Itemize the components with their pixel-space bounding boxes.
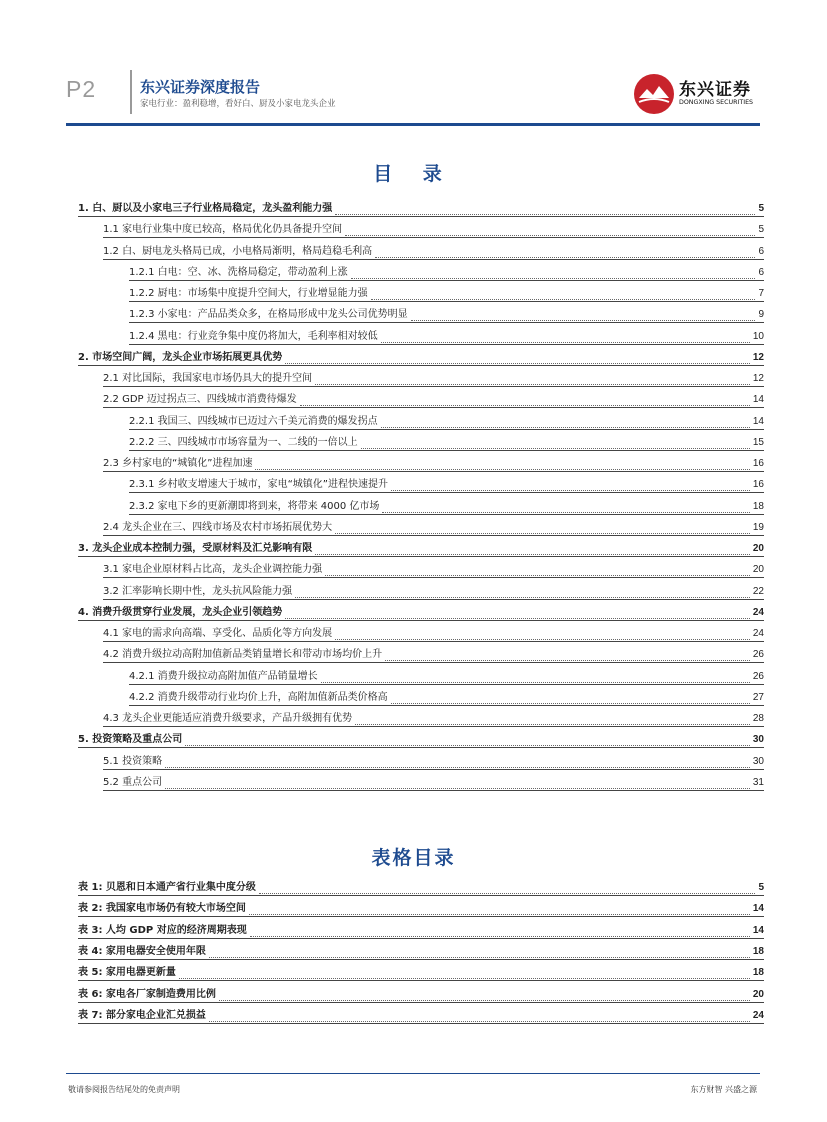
toc-entry[interactable] bbox=[0, 558, 827, 578]
entry-leader bbox=[381, 342, 750, 343]
entry-leader bbox=[391, 703, 750, 704]
entry-underline bbox=[78, 1023, 764, 1024]
entry-page: 24 bbox=[752, 1009, 764, 1021]
entry-leader bbox=[325, 575, 750, 576]
entry-leader bbox=[250, 936, 750, 937]
entry-text: 4.2 消费升级拉动高附加值新品类销量增长和带动市场均价上升 bbox=[103, 649, 383, 661]
entry-leader bbox=[249, 914, 750, 915]
toc-entry[interactable] bbox=[0, 282, 827, 302]
logo-mark-icon bbox=[633, 73, 675, 115]
entry-text: 1.2 白、厨电龙头格局已成，小电格局渐明，格局趋稳毛利高 bbox=[103, 245, 373, 257]
entry-leader bbox=[285, 618, 750, 619]
report-subtitle: 家电行业：盈利稳增，看好白、厨及小家电龙头企业 bbox=[140, 99, 336, 109]
entry-underline bbox=[129, 492, 764, 493]
entry-page: 16 bbox=[752, 479, 764, 491]
toc-entry[interactable] bbox=[0, 771, 827, 791]
entry-text: 表 7: 部分家电企业汇兑损益 bbox=[78, 1009, 206, 1021]
entry-page: 26 bbox=[752, 649, 764, 661]
entry-text: 2.4 龙头企业在三、四线市场及农村市场拓展优势大 bbox=[103, 521, 333, 533]
entry-page: 24 bbox=[752, 628, 764, 639]
entry-text: 4. 消费升级贯穿行业发展，龙头企业引领趋势 bbox=[78, 606, 283, 618]
toc-entry[interactable] bbox=[0, 601, 827, 621]
toc-entry[interactable] bbox=[0, 919, 827, 939]
entry-leader bbox=[219, 1000, 750, 1001]
toc-entry[interactable] bbox=[0, 452, 827, 472]
entry-text: 2.3.2 家电下乡的更新潮即将到来，将带来 4000 亿市场 bbox=[129, 500, 380, 512]
entry-underline bbox=[103, 577, 764, 578]
entry-leader bbox=[335, 639, 750, 640]
toc-entry[interactable] bbox=[0, 516, 827, 536]
toc-entry[interactable] bbox=[0, 388, 827, 408]
entry-leader bbox=[335, 214, 755, 215]
entry-text: 表 3: 人均 GDP 对应的经济周期表现 bbox=[78, 924, 247, 936]
toc-entry[interactable] bbox=[0, 707, 827, 727]
entry-text: 3.1 家电企业原材料占比高，龙头企业调控能力强 bbox=[103, 564, 323, 576]
header-divider bbox=[130, 70, 132, 114]
toc-entry[interactable] bbox=[0, 940, 827, 960]
entry-text: 1.2.2 厨电：市场集中度提升空间大，行业增显能力强 bbox=[129, 288, 368, 299]
entry-text: 4.1 家电的需求向高端、享受化、品质化等方向发展 bbox=[103, 628, 333, 639]
entry-text: 1.1 家电行业集中度已较高，格局优化仍具备提升空间 bbox=[103, 224, 343, 236]
entry-underline bbox=[103, 535, 764, 536]
entry-page: 6 bbox=[758, 245, 764, 257]
entry-page: 20 bbox=[752, 543, 764, 554]
entry-leader bbox=[381, 427, 750, 428]
entry-page: 20 bbox=[752, 988, 764, 1000]
toc-entry[interactable] bbox=[0, 537, 827, 557]
entry-leader bbox=[391, 490, 750, 491]
entry-underline bbox=[78, 365, 764, 366]
entry-leader bbox=[165, 788, 750, 789]
entry-underline bbox=[103, 386, 764, 387]
entry-page: 24 bbox=[752, 606, 764, 618]
entry-page: 5 bbox=[758, 203, 764, 214]
entry-underline bbox=[103, 599, 764, 600]
entry-page: 31 bbox=[752, 776, 764, 788]
entry-underline bbox=[103, 641, 764, 642]
toc-entry[interactable] bbox=[0, 495, 827, 515]
entry-underline bbox=[78, 1002, 764, 1003]
entry-underline bbox=[103, 662, 764, 663]
toc-entry[interactable] bbox=[0, 325, 827, 345]
entry-page: 20 bbox=[752, 564, 764, 576]
entry-text: 2.3.1 乡村收支增速大于城市，家电“城镇化”进程快速提升 bbox=[129, 479, 388, 491]
entry-leader bbox=[315, 554, 750, 555]
entry-text: 4.3 龙头企业更能适应消费升级要求，产品升级拥有优势 bbox=[103, 713, 353, 724]
logo-text-en: DONGXING SECURITIES bbox=[679, 99, 754, 106]
entry-text: 3.2 汇率影响长期中性，龙头抗风险能力强 bbox=[103, 585, 293, 597]
entry-page: 22 bbox=[752, 585, 764, 597]
entry-leader bbox=[179, 978, 750, 979]
entry-underline bbox=[103, 790, 764, 791]
entry-underline bbox=[78, 747, 764, 748]
entry-leader bbox=[285, 363, 750, 364]
entry-page: 26 bbox=[752, 670, 764, 682]
entry-page: 28 bbox=[752, 713, 764, 724]
toc-entry[interactable] bbox=[0, 728, 827, 748]
entry-text: 2.1 对比国际，我国家电市场仍具大的提升空间 bbox=[103, 373, 313, 384]
entry-page: 18 bbox=[752, 945, 764, 957]
toc-entry[interactable] bbox=[0, 961, 827, 981]
entry-leader bbox=[209, 1021, 750, 1022]
report-title: 东兴证券深度报告 bbox=[140, 78, 261, 96]
toc-entry[interactable] bbox=[0, 367, 827, 387]
entry-page: 18 bbox=[752, 500, 764, 512]
toc-entry[interactable] bbox=[0, 643, 827, 663]
entry-text: 表 2: 我国家电市场仍有较大市场空间 bbox=[78, 903, 246, 915]
entry-text: 1. 白、厨以及小家电三子行业格局稳定，龙头盈利能力强 bbox=[78, 203, 333, 214]
entry-leader bbox=[411, 320, 755, 321]
footer-slogan: 东方财智 兴盛之源 bbox=[690, 1085, 757, 1094]
toc-entry[interactable] bbox=[0, 876, 827, 896]
entry-underline bbox=[78, 556, 764, 557]
entry-underline bbox=[129, 344, 764, 345]
entry-page: 6 bbox=[758, 266, 764, 278]
entry-text: 2. 市场空间广阔，龙头企业市场拓展更具优势 bbox=[78, 351, 283, 363]
toc-entry[interactable] bbox=[0, 686, 827, 706]
toc-entry[interactable] bbox=[0, 983, 827, 1003]
entry-underline bbox=[129, 450, 764, 451]
entry-underline bbox=[78, 216, 764, 217]
entry-leader bbox=[345, 235, 755, 236]
entry-text: 2.3 乡村家电的“城镇化”进程加速 bbox=[103, 458, 253, 469]
entry-page: 14 bbox=[752, 394, 764, 406]
entry-text: 5. 投资策略及重点公司 bbox=[78, 734, 183, 746]
entry-leader bbox=[335, 533, 750, 534]
toc-title: 目 录 bbox=[373, 163, 454, 185]
entry-text: 2.2.1 我国三、四线城市已迈过六千美元消费的爆发拐点 bbox=[129, 415, 378, 427]
entry-text: 5.1 投资策略 bbox=[103, 755, 163, 767]
toc-entry[interactable] bbox=[0, 346, 827, 366]
entry-page: 14 bbox=[752, 415, 764, 427]
entry-leader bbox=[361, 448, 750, 449]
entry-text: 4.2.1 消费升级拉动高附加值产品销量增长 bbox=[129, 670, 318, 682]
entry-leader bbox=[371, 299, 755, 300]
toc-entry[interactable] bbox=[0, 622, 827, 642]
entry-page: 18 bbox=[752, 967, 764, 979]
entry-page: 5 bbox=[758, 224, 764, 236]
entry-underline bbox=[103, 726, 764, 727]
entry-leader bbox=[321, 682, 750, 683]
entry-underline bbox=[103, 769, 764, 770]
entry-text: 1.2.4 黑电：行业竞争集中度仍将加大，毛利率相对较低 bbox=[129, 330, 378, 342]
logo-text-cn: 东兴证券 bbox=[679, 80, 751, 100]
entry-underline bbox=[129, 280, 764, 281]
entry-text: 2.2.2 三、四线城市市场容量为一、二线的一倍以上 bbox=[129, 436, 358, 448]
entry-underline bbox=[103, 237, 764, 238]
entry-text: 表 4: 家用电器安全使用年限 bbox=[78, 945, 206, 957]
entry-page: 9 bbox=[758, 309, 764, 321]
table-index-title: 表格目录 bbox=[371, 847, 456, 869]
entry-underline bbox=[129, 514, 764, 515]
entry-underline bbox=[78, 620, 764, 621]
header-rule bbox=[66, 123, 760, 126]
toc-entry[interactable] bbox=[0, 473, 827, 493]
entry-page: 30 bbox=[752, 734, 764, 746]
entry-underline bbox=[129, 684, 764, 685]
entry-text: 1.2.1 白电：空、冰、洗格局稳定，带动盈利上涨 bbox=[129, 266, 348, 278]
toc-entry[interactable] bbox=[0, 197, 827, 217]
entry-underline bbox=[78, 959, 764, 960]
entry-text: 5.2 重点公司 bbox=[103, 776, 163, 788]
company-logo bbox=[633, 73, 763, 115]
toc-entry[interactable] bbox=[0, 431, 827, 451]
entry-underline bbox=[78, 980, 764, 981]
footer-disclaimer: 敬请参阅报告结尾处的免责声明 bbox=[68, 1085, 180, 1094]
entry-text: 4.2.2 消费升级带动行业均价上升，高附加值新品类价格高 bbox=[129, 691, 388, 703]
toc-entry[interactable] bbox=[0, 240, 827, 260]
entry-page: 14 bbox=[752, 924, 764, 936]
entry-underline bbox=[78, 895, 764, 896]
entry-leader bbox=[259, 893, 755, 894]
entry-text: 2.2 GDP 迈过拐点三、四线城市消费待爆发 bbox=[103, 394, 297, 406]
footer-rule bbox=[66, 1073, 760, 1074]
entry-underline bbox=[129, 322, 764, 323]
toc-entry[interactable] bbox=[0, 261, 827, 281]
entry-text: 表 1: 贝恩和日本通产省行业集中度分级 bbox=[78, 882, 256, 893]
entry-page: 12 bbox=[752, 373, 764, 384]
entry-leader bbox=[185, 745, 750, 746]
entry-underline bbox=[78, 916, 764, 917]
entry-page: 14 bbox=[752, 903, 764, 915]
entry-page: 10 bbox=[752, 330, 764, 342]
toc-entry[interactable] bbox=[0, 303, 827, 323]
entry-page: 15 bbox=[752, 436, 764, 448]
entry-page: 27 bbox=[752, 691, 764, 703]
toc-entry[interactable] bbox=[0, 580, 827, 600]
toc-entry[interactable] bbox=[0, 665, 827, 685]
entry-underline bbox=[129, 705, 764, 706]
entry-page: 30 bbox=[752, 755, 764, 767]
entry-leader bbox=[255, 469, 750, 470]
entry-leader bbox=[382, 512, 750, 513]
entry-text: 1.2.3 小家电：产品品类众多，在格局形成中龙头公司优势明显 bbox=[129, 309, 408, 321]
page-number: P2 bbox=[66, 76, 97, 102]
entry-leader bbox=[165, 767, 750, 768]
entry-leader bbox=[209, 957, 750, 958]
entry-leader bbox=[295, 597, 750, 598]
toc-entry[interactable] bbox=[0, 750, 827, 770]
toc-entry[interactable] bbox=[0, 218, 827, 238]
toc-entry[interactable] bbox=[0, 897, 827, 917]
entry-underline bbox=[129, 301, 764, 302]
toc-entry[interactable] bbox=[0, 1004, 827, 1024]
entry-text: 表 6: 家电各厂家制造费用比例 bbox=[78, 988, 216, 1000]
entry-page: 16 bbox=[752, 458, 764, 469]
entry-page: 19 bbox=[752, 521, 764, 533]
entry-leader bbox=[351, 278, 755, 279]
toc-entry[interactable] bbox=[0, 410, 827, 430]
entry-underline bbox=[129, 429, 764, 430]
entry-leader bbox=[315, 384, 750, 385]
entry-page: 7 bbox=[758, 288, 764, 299]
entry-leader bbox=[300, 405, 750, 406]
entry-underline bbox=[103, 259, 764, 260]
entry-underline bbox=[103, 407, 764, 408]
entry-leader bbox=[385, 660, 750, 661]
entry-leader bbox=[375, 257, 755, 258]
entry-text: 3. 龙头企业成本控制力强，受原材料及汇兑影响有限 bbox=[78, 543, 313, 554]
entry-underline bbox=[103, 471, 764, 472]
entry-leader bbox=[355, 724, 750, 725]
entry-page: 5 bbox=[758, 882, 764, 893]
entry-text: 表 5: 家用电器更新量 bbox=[78, 967, 176, 979]
entry-page: 12 bbox=[752, 351, 764, 363]
entry-underline bbox=[78, 938, 764, 939]
